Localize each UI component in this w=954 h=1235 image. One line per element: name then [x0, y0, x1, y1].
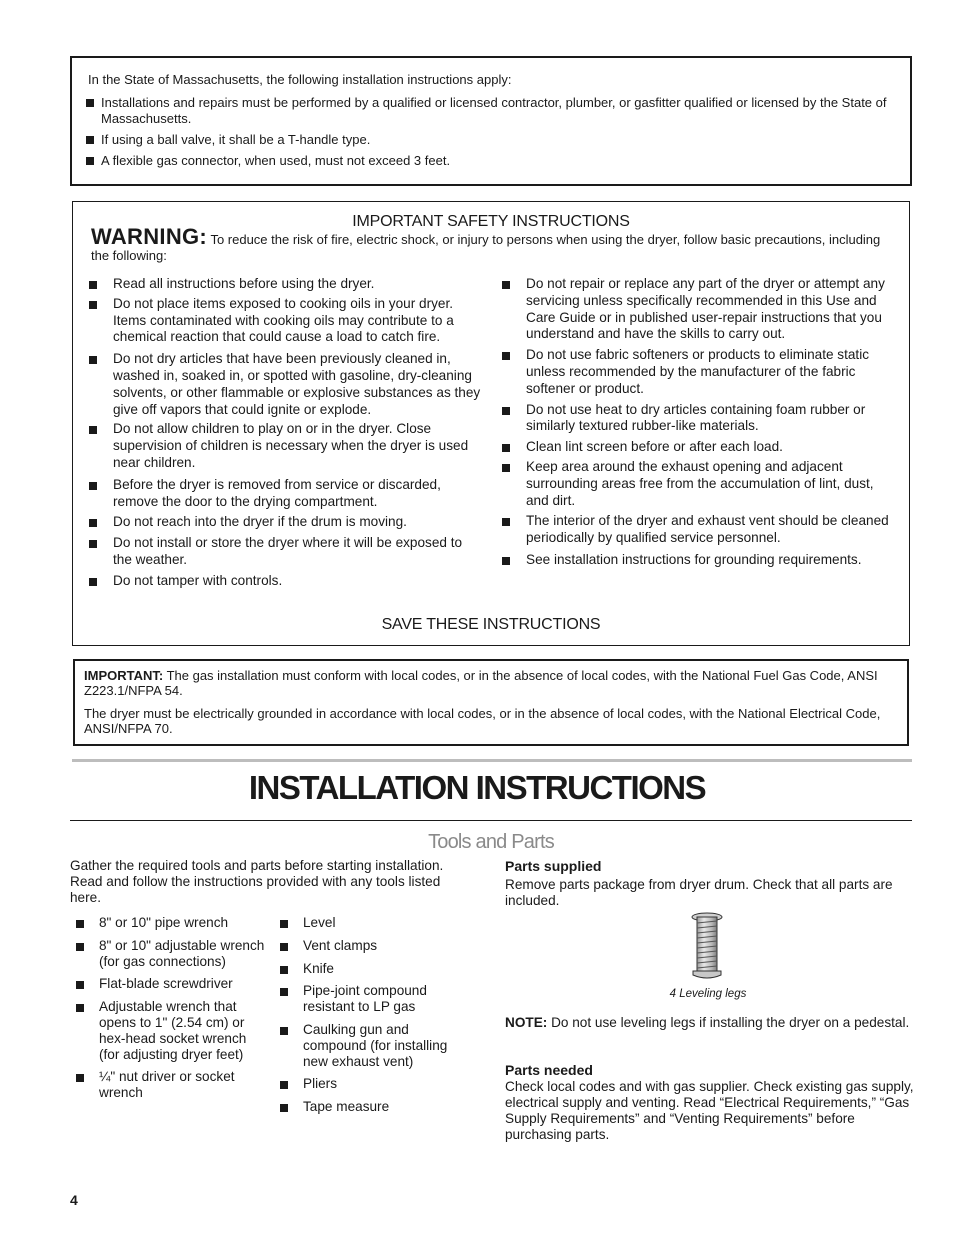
- list-item: Do not reach into the dryer if the drum is moving.: [89, 514, 484, 531]
- bullet-square-icon: [86, 157, 94, 165]
- parts-supplied-heading: Parts supplied: [505, 858, 602, 874]
- list-item: 8" or 10" adjustable wrench (for gas connections): [76, 938, 266, 970]
- list-item: Do not repair or replace any part of the dryer or attempt any servicing unless specifically recommended in this Use and Care Guide or in published user-repair instructions that you understand and have the skills to carry out.: [502, 276, 894, 343]
- list-item: Installations and repairs must be performed by a qualified or licensed contractor, plumber, or gasfitter qualified or licensed by the State of Massachusetts.: [86, 95, 896, 127]
- safety-heading: IMPORTANT SAFETY INSTRUCTIONS: [352, 213, 630, 230]
- section-divider-thick: [72, 759, 912, 762]
- bullet-square-icon: [280, 920, 288, 928]
- tools-intro: Gather the required tools and parts before starting installation. Read and follow the instructions provided with any tools listed here.: [70, 858, 444, 905]
- bullet-square-icon: [89, 540, 97, 548]
- warning-text: To reduce the risk of fire, electric shock, or injury to persons when using the dryer, follow basic precautions, including the following:: [91, 232, 881, 263]
- leveling-legs-note: NOTE: Do not use leveling legs if installing the dryer on a pedestal.: [505, 1015, 910, 1030]
- bullet-square-icon: [89, 301, 97, 309]
- list-item: Do not tamper with controls.: [89, 573, 484, 590]
- bullet-square-icon: [89, 519, 97, 527]
- list-item: Do not allow children to play on or in the dryer. Close supervision of children is necessary when the dryer is used near children.: [89, 421, 484, 471]
- list-item: Pliers: [280, 1076, 470, 1092]
- list-item: If using a ball valve, it shall be a T-handle type.: [86, 132, 896, 148]
- tools-list-right: [280, 915, 470, 1122]
- bullet-square-icon: [89, 578, 97, 586]
- bullet-square-icon: [89, 426, 97, 434]
- bullet-square-icon: [280, 1027, 288, 1035]
- list-item: Flat-blade screwdriver: [76, 976, 266, 992]
- list-item: Level: [280, 915, 470, 931]
- important-notice-box: [74, 660, 908, 745]
- bullet-square-icon: [280, 966, 288, 974]
- safety-list-left: [89, 276, 484, 590]
- list-item: Pipe-joint compound resistant to LP gas: [280, 983, 470, 1015]
- section-divider-thin: [70, 820, 912, 821]
- bullet-square-icon: [502, 444, 510, 452]
- important-label: IMPORTANT:: [84, 668, 164, 683]
- safety-list-right: [502, 276, 894, 569]
- warning-label: WARNING:: [91, 224, 208, 249]
- parts-supplied-text: Remove parts package from dryer drum. Check that all parts are included.: [505, 877, 893, 908]
- important-gas-paragraph: IMPORTANT: The gas installation must conform with local codes, or in the absence of local codes, with the National Fuel Gas Code, ANSI Z223.1/NFPA 54.: [84, 668, 878, 698]
- leveling-legs-caption: 4 Leveling legs: [669, 988, 747, 1000]
- parts-needed-heading: Parts needed: [505, 1062, 593, 1078]
- note-label: NOTE:: [505, 1015, 548, 1030]
- bullet-square-icon: [502, 407, 510, 415]
- important-electrical-paragraph: The dryer must be electrically grounded in accordance with local codes, or in the absence of local codes, with the National Electrical Code, ANSI/NFPA 70.: [84, 706, 881, 736]
- page-title: INSTALLATION INSTRUCTIONS: [248, 769, 706, 806]
- bullet-square-icon: [76, 920, 84, 928]
- bullet-square-icon: [89, 281, 97, 289]
- page-number: 4: [70, 1192, 78, 1208]
- list-item: Keep area around the exhaust opening and adjacent surrounding areas free from the accumulation of lint, dust, and dirt.: [502, 459, 894, 509]
- list-item: The interior of the dryer and exhaust vent should be cleaned periodically by qualified service personnel.: [502, 513, 894, 547]
- list-item: Before the dryer is removed from service or discarded, remove the door to the drying compartment.: [89, 477, 484, 511]
- list-item: Do not place items exposed to cooking oils in your dryer. Items contaminated with cooking oils may contribute to a chemical reaction that could cause a load to catch fire.: [89, 296, 484, 346]
- list-item: Adjustable wrench that opens to 1" (2.54 cm) or hex-head socket wrench (for adjusting dryer feet): [76, 999, 266, 1062]
- list-item: Clean lint screen before or after each load.: [502, 439, 894, 456]
- save-instructions-heading: SAVE THESE INSTRUCTIONS: [381, 616, 601, 633]
- massachusetts-notice-box: [70, 56, 912, 186]
- list-item: A flexible gas connector, when used, must not exceed 3 feet.: [86, 153, 896, 169]
- list-item: Caulking gun and compound (for installing new exhaust vent): [280, 1022, 470, 1069]
- bullet-square-icon: [502, 464, 510, 472]
- massachusetts-intro: In the State of Massachusetts, the following installation instructions apply:: [88, 72, 512, 87]
- massachusetts-list: [86, 95, 896, 174]
- bullet-square-icon: [280, 1081, 288, 1089]
- parts-needed-text: Check local codes and with gas supplier. Check existing gas supply, electrical supply and venting. Read “Electrical Requirements,” “Gas Supply Requirements” and “Venting Requirements” before purchasing parts.: [505, 1079, 914, 1142]
- bullet-square-icon: [86, 136, 94, 144]
- warning-statement: [91, 224, 896, 264]
- bullet-square-icon: [280, 943, 288, 951]
- bullet-square-icon: [502, 352, 510, 360]
- bullet-square-icon: [502, 281, 510, 289]
- tools-and-parts-heading: Tools and Parts: [428, 831, 554, 853]
- list-item: 8" or 10" pipe wrench: [76, 915, 266, 931]
- bullet-square-icon: [502, 557, 510, 565]
- list-item: Tape measure: [280, 1099, 470, 1115]
- list-item: Do not use heat to dry articles containing foam rubber or similarly textured rubber-like materials.: [502, 402, 894, 436]
- list-item: Read all instructions before using the dryer.: [89, 276, 484, 293]
- bullet-square-icon: [502, 518, 510, 526]
- list-item: Knife: [280, 961, 470, 977]
- bullet-square-icon: [89, 356, 97, 364]
- list-item: Do not use fabric softeners or products to eliminate static unless recommended by the manufacturer of the fabric softener or product.: [502, 347, 894, 397]
- list-item: Do not install or store the dryer where it will be exposed to the weather.: [89, 535, 484, 569]
- bullet-square-icon: [76, 1074, 84, 1082]
- bullet-square-icon: [89, 482, 97, 490]
- list-item: ¼" nut driver or socket wrench: [76, 1069, 266, 1101]
- list-item: Do not dry articles that have been previously cleaned in, washed in, soaked in, or spotted with gasoline, dry-cleaning solvents, or other flammable or explosive substances as they give off vapors that could ignite or explode.: [89, 351, 484, 418]
- bullet-square-icon: [86, 99, 94, 107]
- list-item: See installation instructions for grounding requirements.: [502, 552, 894, 569]
- bullet-square-icon: [280, 1104, 288, 1112]
- list-item: Vent clamps: [280, 938, 470, 954]
- safety-instructions-box: [72, 201, 910, 646]
- tools-list-left: [76, 915, 266, 1108]
- bullet-square-icon: [76, 1004, 84, 1012]
- bullet-square-icon: [76, 943, 84, 951]
- leveling-leg-icon: [688, 911, 726, 983]
